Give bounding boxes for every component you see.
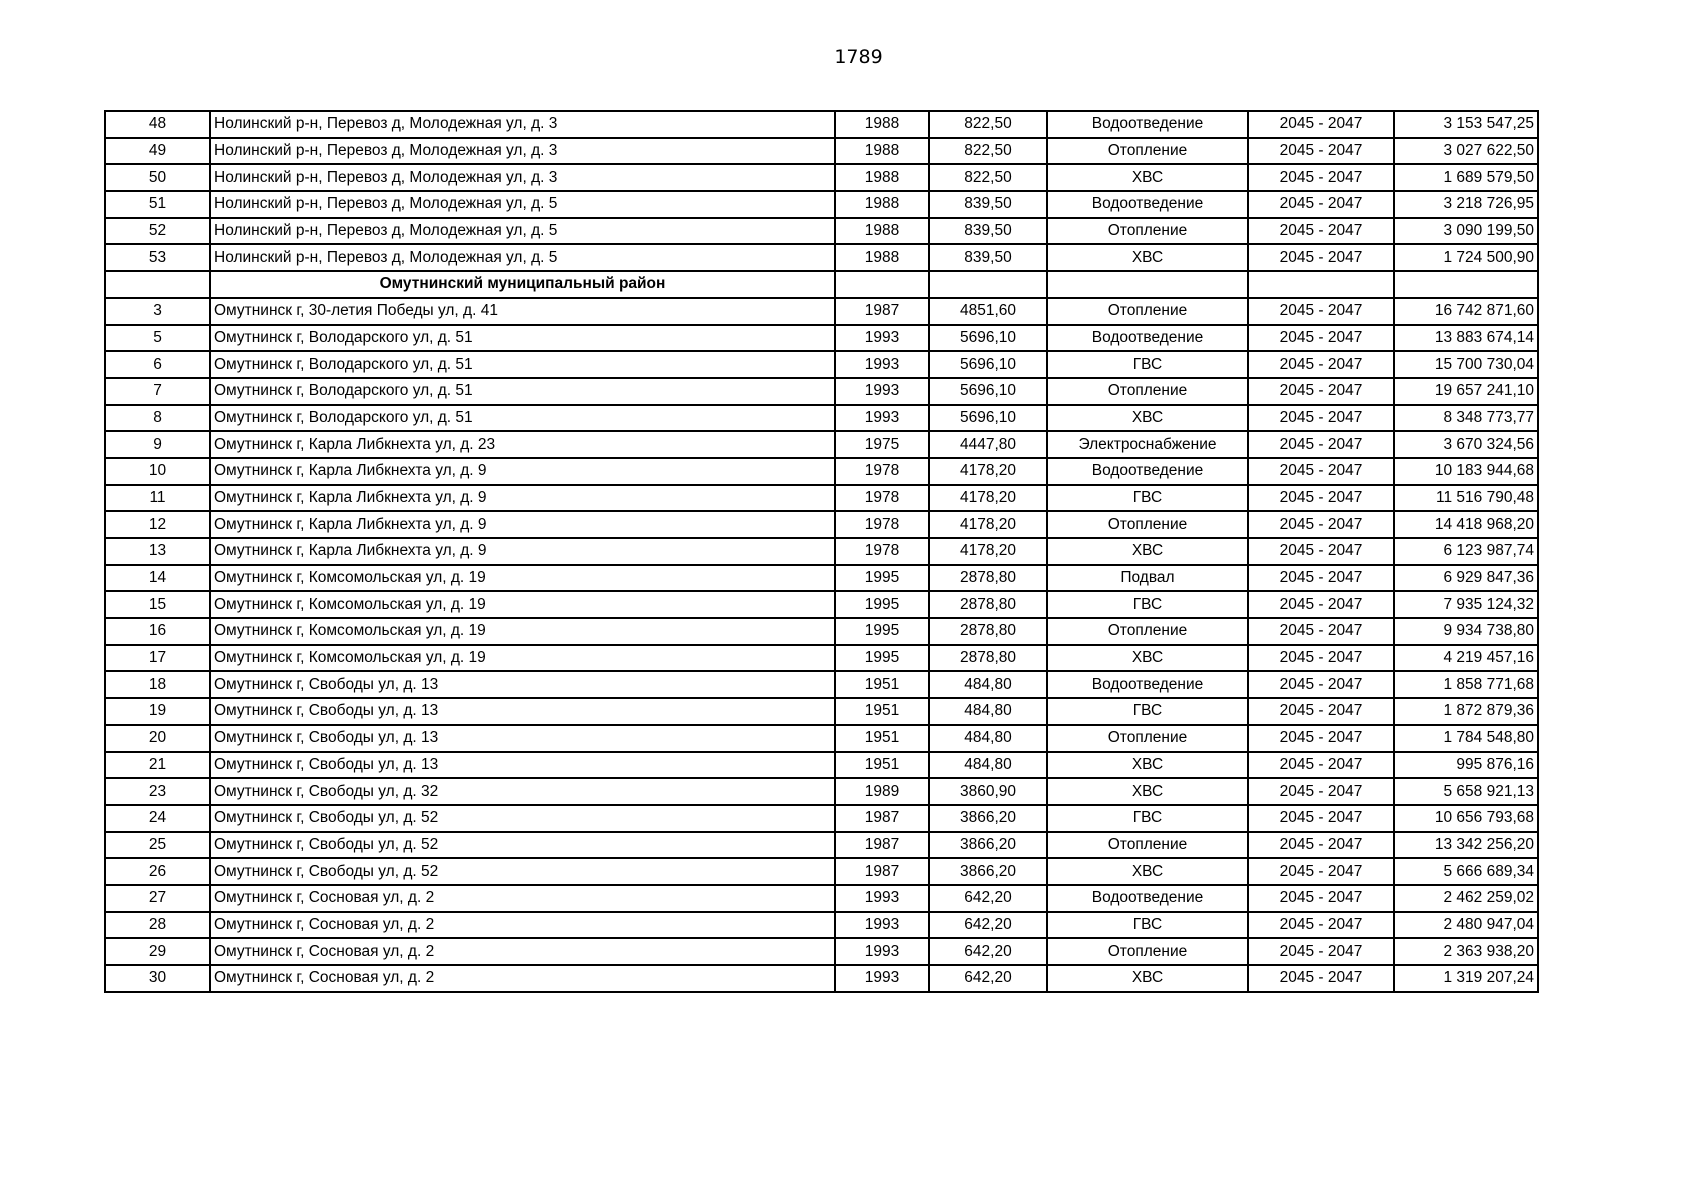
period-cell: 2045 - 2047 <box>1248 458 1394 485</box>
empty-cell <box>1047 271 1248 298</box>
period-cell: 2045 - 2047 <box>1248 538 1394 565</box>
address-cell: Нолинский р-н, Перевоз д, Молодежная ул, д. 5 <box>210 218 835 245</box>
table-row <box>105 671 1538 698</box>
cost-cell: 1 784 548,80 <box>1394 725 1538 752</box>
work-type-cell: ГВС <box>1047 698 1248 725</box>
area-cell: 839,50 <box>929 191 1047 218</box>
work-type-cell: ХВС <box>1047 778 1248 805</box>
year-built-cell: 1993 <box>835 965 929 992</box>
work-type-cell: Отопление <box>1047 218 1248 245</box>
cost-cell: 1 858 771,68 <box>1394 671 1538 698</box>
cost-cell: 3 670 324,56 <box>1394 431 1538 458</box>
work-type-cell: ХВС <box>1047 752 1248 779</box>
table-row <box>105 938 1538 965</box>
table-row <box>105 832 1538 859</box>
year-built-cell: 1978 <box>835 485 929 512</box>
period-cell: 2045 - 2047 <box>1248 965 1394 992</box>
period-cell: 2045 - 2047 <box>1248 645 1394 672</box>
area-cell: 5696,10 <box>929 405 1047 432</box>
table-row <box>105 325 1538 352</box>
period-cell: 2045 - 2047 <box>1248 485 1394 512</box>
cost-cell: 1 724 500,90 <box>1394 244 1538 271</box>
cost-cell: 1 689 579,50 <box>1394 164 1538 191</box>
area-cell: 2878,80 <box>929 645 1047 672</box>
address-cell: Омутнинск г, Свободы ул, д. 52 <box>210 805 835 832</box>
work-type-cell: ГВС <box>1047 805 1248 832</box>
work-type-cell: Отопление <box>1047 938 1248 965</box>
cost-cell: 16 742 871,60 <box>1394 298 1538 325</box>
work-type-cell: Водоотведение <box>1047 671 1248 698</box>
work-type-cell: ГВС <box>1047 591 1248 618</box>
year-built-cell: 1993 <box>835 378 929 405</box>
table-row <box>105 885 1538 912</box>
table-row <box>105 965 1538 992</box>
row-number-cell: 48 <box>105 111 210 138</box>
area-cell: 5696,10 <box>929 325 1047 352</box>
cost-cell: 13 342 256,20 <box>1394 832 1538 859</box>
work-type-cell: ГВС <box>1047 912 1248 939</box>
cost-cell: 995 876,16 <box>1394 752 1538 779</box>
table-row <box>105 645 1538 672</box>
area-cell: 4447,80 <box>929 431 1047 458</box>
table-row <box>105 618 1538 645</box>
address-cell: Нолинский р-н, Перевоз д, Молодежная ул, д. 5 <box>210 244 835 271</box>
period-cell: 2045 - 2047 <box>1248 725 1394 752</box>
address-cell: Омутнинск г, Комсомольская ул, д. 19 <box>210 565 835 592</box>
address-cell: Омутнинск г, Свободы ул, д. 52 <box>210 858 835 885</box>
period-cell: 2045 - 2047 <box>1248 618 1394 645</box>
work-type-cell: ГВС <box>1047 485 1248 512</box>
area-cell: 839,50 <box>929 244 1047 271</box>
area-cell: 2878,80 <box>929 565 1047 592</box>
address-cell: Омутнинск г, Свободы ул, д. 32 <box>210 778 835 805</box>
period-cell: 2045 - 2047 <box>1248 671 1394 698</box>
period-cell: 2045 - 2047 <box>1248 218 1394 245</box>
table-row <box>105 725 1538 752</box>
period-cell: 2045 - 2047 <box>1248 698 1394 725</box>
row-number-cell: 29 <box>105 938 210 965</box>
year-built-cell: 1989 <box>835 778 929 805</box>
row-number-cell: 51 <box>105 191 210 218</box>
address-cell: Омутнинск г, Володарского ул, д. 51 <box>210 378 835 405</box>
row-number-cell: 53 <box>105 244 210 271</box>
table-row <box>105 458 1538 485</box>
period-cell: 2045 - 2047 <box>1248 805 1394 832</box>
address-cell: Нолинский р-н, Перевоз д, Молодежная ул, д. 3 <box>210 138 835 165</box>
empty-cell <box>835 271 929 298</box>
cost-cell: 11 516 790,48 <box>1394 485 1538 512</box>
work-type-cell: ХВС <box>1047 405 1248 432</box>
repair-schedule-table <box>104 110 1539 993</box>
table-row <box>105 565 1538 592</box>
row-number-cell: 18 <box>105 671 210 698</box>
work-type-cell: Отопление <box>1047 618 1248 645</box>
period-cell: 2045 - 2047 <box>1248 191 1394 218</box>
area-cell: 3866,20 <box>929 832 1047 859</box>
address-cell: Омутнинск г, Сосновая ул, д. 2 <box>210 965 835 992</box>
period-cell: 2045 - 2047 <box>1248 591 1394 618</box>
work-type-cell: Водоотведение <box>1047 191 1248 218</box>
table-row <box>105 485 1538 512</box>
cost-cell: 9 934 738,80 <box>1394 618 1538 645</box>
year-built-cell: 1993 <box>835 885 929 912</box>
table-row <box>105 351 1538 378</box>
address-cell: Омутнинск г, 30-летия Победы ул, д. 41 <box>210 298 835 325</box>
period-cell: 2045 - 2047 <box>1248 511 1394 538</box>
row-number-cell: 5 <box>105 325 210 352</box>
table-row <box>105 805 1538 832</box>
cost-cell: 10 183 944,68 <box>1394 458 1538 485</box>
address-cell: Нолинский р-н, Перевоз д, Молодежная ул, д. 3 <box>210 111 835 138</box>
table-row <box>105 405 1538 432</box>
table-row <box>105 511 1538 538</box>
table-row <box>105 164 1538 191</box>
row-number-cell: 9 <box>105 431 210 458</box>
year-built-cell: 1995 <box>835 565 929 592</box>
row-number-cell: 24 <box>105 805 210 832</box>
area-cell: 484,80 <box>929 671 1047 698</box>
cost-cell: 3 218 726,95 <box>1394 191 1538 218</box>
area-cell: 642,20 <box>929 938 1047 965</box>
cost-cell: 13 883 674,14 <box>1394 325 1538 352</box>
address-cell: Омутнинск г, Комсомольская ул, д. 19 <box>210 591 835 618</box>
cost-cell: 14 418 968,20 <box>1394 511 1538 538</box>
period-cell: 2045 - 2047 <box>1248 325 1394 352</box>
area-cell: 4178,20 <box>929 538 1047 565</box>
cost-cell: 6 123 987,74 <box>1394 538 1538 565</box>
empty-cell <box>1248 271 1394 298</box>
table-row <box>105 778 1538 805</box>
address-cell: Нолинский р-н, Перевоз д, Молодежная ул, д. 5 <box>210 191 835 218</box>
address-cell: Омутнинск г, Карла Либкнехта ул, д. 9 <box>210 485 835 512</box>
work-type-cell: ХВС <box>1047 645 1248 672</box>
table-row <box>105 378 1538 405</box>
row-number-cell: 21 <box>105 752 210 779</box>
cost-cell: 2 363 938,20 <box>1394 938 1538 965</box>
row-number-cell: 50 <box>105 164 210 191</box>
row-number-cell: 7 <box>105 378 210 405</box>
year-built-cell: 1987 <box>835 858 929 885</box>
area-cell: 484,80 <box>929 698 1047 725</box>
area-cell: 822,50 <box>929 164 1047 191</box>
year-built-cell: 1995 <box>835 645 929 672</box>
cost-cell: 1 319 207,24 <box>1394 965 1538 992</box>
period-cell: 2045 - 2047 <box>1248 431 1394 458</box>
row-number-cell: 10 <box>105 458 210 485</box>
work-type-cell: Водоотведение <box>1047 458 1248 485</box>
table-row <box>105 111 1538 138</box>
year-built-cell: 1987 <box>835 832 929 859</box>
address-cell: Омутнинск г, Комсомольская ул, д. 19 <box>210 645 835 672</box>
area-cell: 4178,20 <box>929 511 1047 538</box>
period-cell: 2045 - 2047 <box>1248 938 1394 965</box>
work-type-cell: Отопление <box>1047 138 1248 165</box>
year-built-cell: 1987 <box>835 805 929 832</box>
row-number-cell: 14 <box>105 565 210 592</box>
period-cell: 2045 - 2047 <box>1248 832 1394 859</box>
row-number-cell: 30 <box>105 965 210 992</box>
empty-cell <box>105 271 210 298</box>
address-cell: Нолинский р-н, Перевоз д, Молодежная ул, д. 3 <box>210 164 835 191</box>
year-built-cell: 1995 <box>835 591 929 618</box>
row-number-cell: 27 <box>105 885 210 912</box>
work-type-cell: Подвал <box>1047 565 1248 592</box>
table-row <box>105 431 1538 458</box>
year-built-cell: 1951 <box>835 752 929 779</box>
page-number: 1789 <box>834 46 883 68</box>
address-cell: Омутнинск г, Володарского ул, д. 51 <box>210 351 835 378</box>
row-number-cell: 11 <box>105 485 210 512</box>
period-cell: 2045 - 2047 <box>1248 885 1394 912</box>
period-cell: 2045 - 2047 <box>1248 244 1394 271</box>
year-built-cell: 1975 <box>835 431 929 458</box>
cost-cell: 15 700 730,04 <box>1394 351 1538 378</box>
period-cell: 2045 - 2047 <box>1248 298 1394 325</box>
row-number-cell: 49 <box>105 138 210 165</box>
year-built-cell: 1993 <box>835 912 929 939</box>
area-cell: 4178,20 <box>929 485 1047 512</box>
address-cell: Омутнинск г, Свободы ул, д. 52 <box>210 832 835 859</box>
row-number-cell: 26 <box>105 858 210 885</box>
address-cell: Омутнинск г, Свободы ул, д. 13 <box>210 671 835 698</box>
cost-cell: 7 935 124,32 <box>1394 591 1538 618</box>
address-cell: Омутнинск г, Карла Либкнехта ул, д. 9 <box>210 538 835 565</box>
cost-cell: 5 666 689,34 <box>1394 858 1538 885</box>
area-cell: 839,50 <box>929 218 1047 245</box>
work-type-cell: Водоотведение <box>1047 325 1248 352</box>
work-type-cell: Водоотведение <box>1047 111 1248 138</box>
table-row <box>105 698 1538 725</box>
year-built-cell: 1993 <box>835 405 929 432</box>
year-built-cell: 1988 <box>835 191 929 218</box>
table-row <box>105 591 1538 618</box>
row-number-cell: 28 <box>105 912 210 939</box>
period-cell: 2045 - 2047 <box>1248 565 1394 592</box>
empty-cell <box>1394 271 1538 298</box>
row-number-cell: 52 <box>105 218 210 245</box>
table-row <box>105 218 1538 245</box>
year-built-cell: 1993 <box>835 351 929 378</box>
address-cell: Омутнинск г, Карла Либкнехта ул, д. 9 <box>210 458 835 485</box>
year-built-cell: 1988 <box>835 111 929 138</box>
address-cell: Омутнинск г, Карла Либкнехта ул, д. 23 <box>210 431 835 458</box>
table-row <box>105 538 1538 565</box>
row-number-cell: 8 <box>105 405 210 432</box>
year-built-cell: 1988 <box>835 244 929 271</box>
work-type-cell: ХВС <box>1047 858 1248 885</box>
table-row <box>105 191 1538 218</box>
year-built-cell: 1951 <box>835 725 929 752</box>
table-row <box>105 138 1538 165</box>
row-number-cell: 23 <box>105 778 210 805</box>
period-cell: 2045 - 2047 <box>1248 778 1394 805</box>
period-cell: 2045 - 2047 <box>1248 405 1394 432</box>
row-number-cell: 3 <box>105 298 210 325</box>
period-cell: 2045 - 2047 <box>1248 351 1394 378</box>
work-type-cell: Водоотведение <box>1047 885 1248 912</box>
year-built-cell: 1988 <box>835 138 929 165</box>
area-cell: 484,80 <box>929 725 1047 752</box>
cost-cell: 4 219 457,16 <box>1394 645 1538 672</box>
table-row <box>105 752 1538 779</box>
area-cell: 2878,80 <box>929 618 1047 645</box>
area-cell: 3866,20 <box>929 805 1047 832</box>
year-built-cell: 1993 <box>835 325 929 352</box>
address-cell: Омутнинск г, Володарского ул, д. 51 <box>210 405 835 432</box>
year-built-cell: 1988 <box>835 218 929 245</box>
table-row <box>105 912 1538 939</box>
work-type-cell: Отопление <box>1047 832 1248 859</box>
cost-cell: 3 153 547,25 <box>1394 111 1538 138</box>
year-built-cell: 1951 <box>835 671 929 698</box>
period-cell: 2045 - 2047 <box>1248 164 1394 191</box>
row-number-cell: 12 <box>105 511 210 538</box>
year-built-cell: 1988 <box>835 164 929 191</box>
work-type-cell: ХВС <box>1047 965 1248 992</box>
area-cell: 642,20 <box>929 885 1047 912</box>
work-type-cell: Отопление <box>1047 378 1248 405</box>
cost-cell: 3 027 622,50 <box>1394 138 1538 165</box>
area-cell: 3866,20 <box>929 858 1047 885</box>
year-built-cell: 1978 <box>835 458 929 485</box>
row-number-cell: 19 <box>105 698 210 725</box>
row-number-cell: 20 <box>105 725 210 752</box>
row-number-cell: 16 <box>105 618 210 645</box>
empty-cell <box>929 271 1047 298</box>
table-row <box>105 244 1538 271</box>
row-number-cell: 6 <box>105 351 210 378</box>
address-cell: Омутнинск г, Свободы ул, д. 13 <box>210 725 835 752</box>
period-cell: 2045 - 2047 <box>1248 858 1394 885</box>
area-cell: 822,50 <box>929 138 1047 165</box>
period-cell: 2045 - 2047 <box>1248 138 1394 165</box>
area-cell: 5696,10 <box>929 351 1047 378</box>
cost-cell: 8 348 773,77 <box>1394 405 1538 432</box>
address-cell: Омутнинск г, Сосновая ул, д. 2 <box>210 912 835 939</box>
table-row <box>105 298 1538 325</box>
address-cell: Омутнинск г, Свободы ул, д. 13 <box>210 752 835 779</box>
table-body <box>105 111 1538 992</box>
area-cell: 3860,90 <box>929 778 1047 805</box>
work-type-cell: Отопление <box>1047 725 1248 752</box>
cost-cell: 19 657 241,10 <box>1394 378 1538 405</box>
area-cell: 5696,10 <box>929 378 1047 405</box>
cost-cell: 6 929 847,36 <box>1394 565 1538 592</box>
cost-cell: 3 090 199,50 <box>1394 218 1538 245</box>
work-type-cell: Отопление <box>1047 298 1248 325</box>
period-cell: 2045 - 2047 <box>1248 111 1394 138</box>
area-cell: 2878,80 <box>929 591 1047 618</box>
address-cell: Омутнинск г, Свободы ул, д. 13 <box>210 698 835 725</box>
row-number-cell: 25 <box>105 832 210 859</box>
year-built-cell: 1951 <box>835 698 929 725</box>
area-cell: 642,20 <box>929 912 1047 939</box>
year-built-cell: 1995 <box>835 618 929 645</box>
period-cell: 2045 - 2047 <box>1248 752 1394 779</box>
area-cell: 484,80 <box>929 752 1047 779</box>
cost-cell: 1 872 879,36 <box>1394 698 1538 725</box>
area-cell: 4178,20 <box>929 458 1047 485</box>
work-type-cell: Отопление <box>1047 511 1248 538</box>
address-cell: Омутнинск г, Володарского ул, д. 51 <box>210 325 835 352</box>
address-cell: Омутнинск г, Комсомольская ул, д. 19 <box>210 618 835 645</box>
area-cell: 822,50 <box>929 111 1047 138</box>
year-built-cell: 1987 <box>835 298 929 325</box>
table-row <box>105 858 1538 885</box>
section-title: Омутнинский муниципальный район <box>210 271 835 298</box>
address-cell: Омутнинск г, Карла Либкнехта ул, д. 9 <box>210 511 835 538</box>
work-type-cell: ХВС <box>1047 244 1248 271</box>
year-built-cell: 1978 <box>835 511 929 538</box>
cost-cell: 5 658 921,13 <box>1394 778 1538 805</box>
section-header-row <box>105 271 1538 298</box>
row-number-cell: 15 <box>105 591 210 618</box>
address-cell: Омутнинск г, Сосновая ул, д. 2 <box>210 938 835 965</box>
work-type-cell: Электроснабжение <box>1047 431 1248 458</box>
row-number-cell: 13 <box>105 538 210 565</box>
year-built-cell: 1978 <box>835 538 929 565</box>
row-number-cell: 17 <box>105 645 210 672</box>
work-type-cell: ХВС <box>1047 164 1248 191</box>
period-cell: 2045 - 2047 <box>1248 912 1394 939</box>
cost-cell: 10 656 793,68 <box>1394 805 1538 832</box>
period-cell: 2045 - 2047 <box>1248 378 1394 405</box>
work-type-cell: ГВС <box>1047 351 1248 378</box>
area-cell: 642,20 <box>929 965 1047 992</box>
area-cell: 4851,60 <box>929 298 1047 325</box>
cost-cell: 2 462 259,02 <box>1394 885 1538 912</box>
work-type-cell: ХВС <box>1047 538 1248 565</box>
address-cell: Омутнинск г, Сосновая ул, д. 2 <box>210 885 835 912</box>
cost-cell: 2 480 947,04 <box>1394 912 1538 939</box>
year-built-cell: 1993 <box>835 938 929 965</box>
